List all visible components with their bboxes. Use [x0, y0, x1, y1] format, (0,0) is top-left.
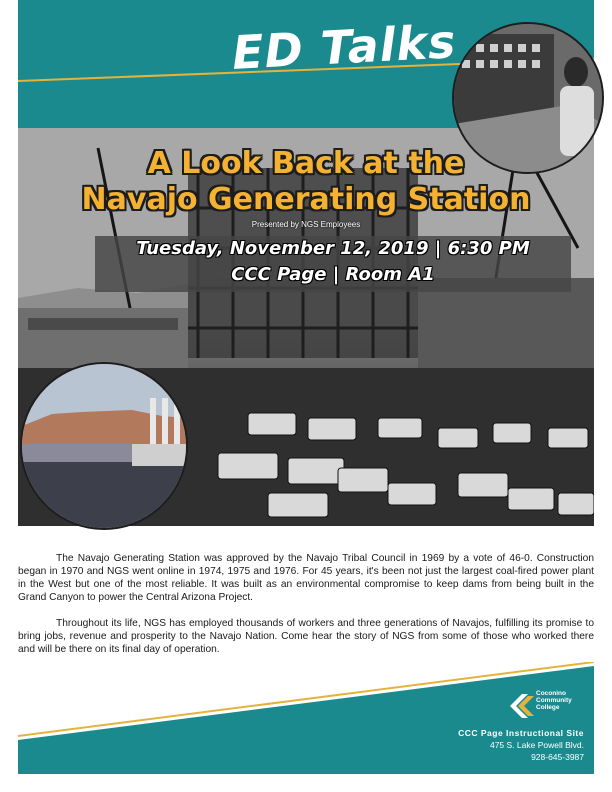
event-date: Tuesday, November 12, 2019 | 6:30 PM — [136, 238, 530, 259]
event-headline-line1: A Look Back at the — [147, 146, 465, 181]
site-name: CCC Page Instructional Site — [458, 728, 584, 738]
site-phone: 928-645-3987 — [531, 752, 584, 762]
power-plant-photo — [20, 362, 188, 530]
college-logo-text — [536, 690, 572, 711]
site-address: 475 S. Lake Powell Blvd. — [489, 740, 584, 750]
presented-by: Presented by NGS Employees — [251, 220, 361, 229]
logo-line: Coconino — [536, 690, 566, 697]
logo-line: Community — [536, 697, 572, 704]
control-room-scene — [454, 24, 602, 172]
event-headline-line2: Navajo Generating Station — [81, 182, 531, 217]
description-paragraph: The Navajo Generating Station was approved by the Navajo Tribal Council in 1969 by a vote of 46-0. Construction began in 1970 and NGS went online in 1974, 1975 and 1976. For 45 years, it's been not just the largest coal-fired power plant in the West but one of the most reliable. It was built as an environmental compromise to keep dams from being built in the Grand Canyon to power the Central Arizona Project. — [18, 553, 594, 603]
control-room-photo — [452, 22, 604, 174]
power-plant-scene — [22, 364, 186, 528]
page-title: ED Talks — [230, 14, 458, 80]
event-description — [18, 552, 594, 669]
event-location: CCC Page | Room A1 — [231, 264, 435, 285]
description-paragraph: Throughout its life, NGS has employed thousands of workers and three generations of Navajos, fulfilling its promise to bring jobs, revenue and prosperity to the Navajo Nation. Come hear the story of NGS from some of those who worked there and will be there on its final day of operation. — [18, 618, 594, 655]
logo-line: College — [536, 704, 560, 711]
